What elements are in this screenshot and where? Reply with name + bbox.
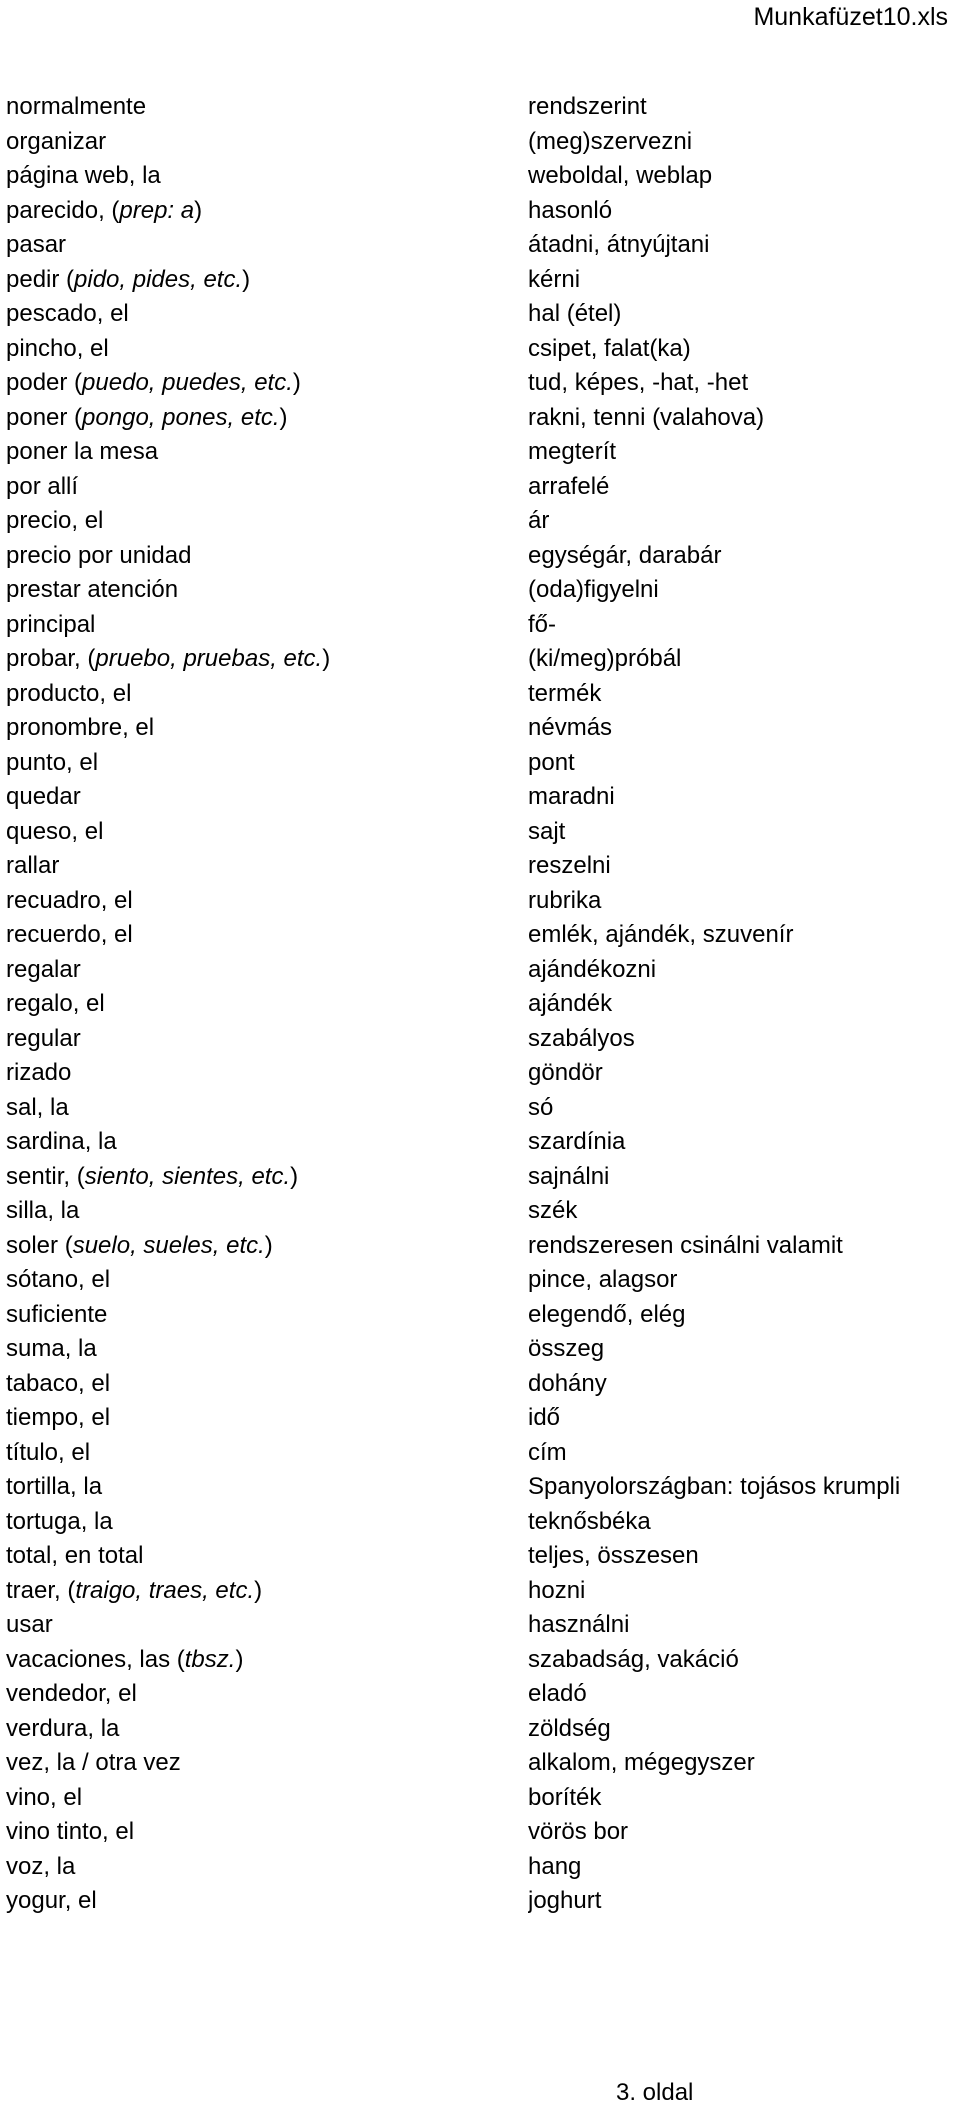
vocab-row [6,1815,956,1850]
hungarian-translation: kérni [528,265,581,293]
spanish-word: tabaco, el [6,1369,111,1397]
hungarian-translation: szék [528,1197,578,1225]
vocab-row [6,1298,956,1333]
spanish-term [6,680,528,708]
spanish-term [6,921,528,949]
closing-paren: ) [254,1576,263,1604]
hungarian-translation: névmás [528,714,613,742]
vocab-row [6,401,956,436]
vocab-row [6,1574,956,1609]
vocab-row [6,953,956,988]
hungarian-translation: (ki/meg)próbál [528,645,682,673]
spanish-word: punto, el [6,748,99,776]
spanish-term [6,335,528,363]
vocab-row [6,159,956,194]
spanish-word: pasar [6,231,67,259]
vocab-row [6,1056,956,1091]
hungarian-translation: összeg [528,1335,605,1363]
hungarian-translation: eladó [528,1680,587,1708]
hungarian-translation: ajándékozni [528,955,657,983]
vocab-row [6,435,956,470]
spanish-word: organizar [6,127,107,155]
hungarian-translation: pince, alagsor [528,1266,678,1294]
file-name-header: Munkafüzet10.xls [753,3,948,31]
closing-paren: ) [235,1645,244,1673]
hungarian-translation: rendszeresen csinálni valamit [528,1231,843,1259]
vocab-row [6,1781,956,1816]
spanish-term [6,438,528,466]
grammar-note: pongo, pones, etc. [82,403,280,431]
vocab-row [6,1022,956,1057]
hungarian-translation: dohány [528,1369,607,1397]
spanish-word: sal, la [6,1093,69,1121]
hungarian-translation: egységár, darabár [528,541,722,569]
spanish-word: tortuga, la [6,1507,113,1535]
spanish-term [6,1508,528,1536]
hungarian-translation: pont [528,748,575,776]
spanish-word: suficiente [6,1300,108,1328]
vocab-row [6,539,956,574]
spanish-term [6,1887,528,1915]
vocab-row [6,366,956,401]
vocab-row [6,746,956,781]
spanish-word: regalo, el [6,990,105,1018]
hungarian-translation: boríték [528,1783,602,1811]
spanish-term [6,887,528,915]
vocab-row [6,263,956,298]
vocab-row [6,1229,956,1264]
spanish-term [6,818,528,846]
vocab-row [6,1884,956,1919]
hungarian-translation: emlék, ajándék, szuvenír [528,921,794,949]
grammar-note: traigo, traes, etc. [75,1576,255,1604]
spanish-term [6,852,528,880]
vocab-row [6,1091,956,1126]
spanish-term [6,990,528,1018]
spanish-term [6,576,528,604]
spanish-term [6,1128,528,1156]
vocab-row [6,1712,956,1747]
spanish-term [6,783,528,811]
spanish-term [6,1577,528,1605]
vocab-row [6,918,956,953]
vocab-row [6,1263,956,1298]
vocab-row [6,1470,956,1505]
spanish-term [6,1749,528,1777]
spanish-term [6,1301,528,1329]
spanish-term [6,1370,528,1398]
vocab-row [6,815,956,850]
hungarian-translation: sajnálni [528,1162,610,1190]
spanish-term [6,197,528,225]
hungarian-translation: só [528,1093,554,1121]
spanish-word: pedir ( [6,265,75,293]
hungarian-translation: elegendő, elég [528,1300,686,1328]
spanish-word: título, el [6,1438,91,1466]
hungarian-translation: teknősbéka [528,1507,651,1535]
vocab-row [6,711,956,746]
closing-paren: ) [194,196,203,224]
grammar-note: prep: a [119,196,195,224]
spanish-word: sardina, la [6,1128,117,1156]
hungarian-translation: joghurt [528,1887,602,1915]
vocab-row [6,1367,956,1402]
spanish-term [6,369,528,397]
vocab-row [6,1160,956,1195]
hungarian-translation: rendszerint [528,93,647,121]
hungarian-translation: szardínia [528,1128,626,1156]
spanish-word: rizado [6,1059,72,1087]
spanish-term [6,1335,528,1363]
spanish-word: vino, el [6,1783,83,1811]
hungarian-translation: (oda)figyelni [528,576,659,604]
spanish-term [6,645,528,673]
hungarian-translation: csipet, falat(ka) [528,334,691,362]
spanish-word: voz, la [6,1852,76,1880]
vocab-row [6,194,956,229]
hungarian-translation: idő [528,1404,561,1432]
spanish-word: poder ( [6,369,83,397]
spanish-term [6,1404,528,1432]
spanish-term [6,507,528,535]
spanish-word: regular [6,1024,81,1052]
spanish-term [6,1715,528,1743]
vocab-row [6,1539,956,1574]
spanish-term [6,1473,528,1501]
spanish-word: pronombre, el [6,714,155,742]
vocab-row [6,780,956,815]
closing-paren: ) [279,403,288,431]
spanish-word: vendedor, el [6,1680,137,1708]
spanish-word: total, en total [6,1542,144,1570]
spanish-term [6,1266,528,1294]
vocab-row [6,1125,956,1160]
spanish-term [6,231,528,259]
spanish-term [6,404,528,432]
vocab-row [6,1643,956,1678]
grammar-note: puedo, puedes, etc. [82,369,293,397]
spanish-word: soler ( [6,1231,73,1259]
spanish-word: producto, el [6,679,132,707]
vocab-row [6,884,956,919]
spanish-word: tiempo, el [6,1404,111,1432]
spanish-word: vino tinto, el [6,1818,135,1846]
spanish-word: prestar atención [6,576,179,604]
vocab-row [6,1436,956,1471]
vocab-row [6,1608,956,1643]
hungarian-translation: használni [528,1611,630,1639]
hungarian-translation: szabályos [528,1024,635,1052]
vocab-row [6,470,956,505]
hungarian-translation: alkalom, mégegyszer [528,1749,755,1777]
hungarian-translation: rubrika [528,886,602,914]
hungarian-translation: göndör [528,1059,603,1087]
hungarian-translation: fő- [528,610,557,638]
spanish-word: suma, la [6,1335,97,1363]
hungarian-translation: sajt [528,817,566,845]
spanish-term [6,1163,528,1191]
spanish-word: vacaciones, las ( [6,1645,185,1673]
spanish-term [6,93,528,121]
spanish-word: normalmente [6,93,147,121]
spanish-word: queso, el [6,817,104,845]
vocab-row [6,573,956,608]
vocab-row [6,125,956,160]
vocab-row [6,1746,956,1781]
vocab-row [6,677,956,712]
vocab-row [6,608,956,643]
spanish-term [6,1025,528,1053]
vocab-row [6,1401,956,1436]
spanish-word: por allí [6,472,79,500]
hungarian-translation: tud, képes, -hat, -het [528,369,749,397]
spanish-word: silla, la [6,1197,80,1225]
spanish-term [6,749,528,777]
vocab-row [6,1677,956,1712]
hungarian-translation: hang [528,1852,582,1880]
spanish-term [6,1680,528,1708]
spanish-word: poner la mesa [6,438,159,466]
spanish-term [6,1853,528,1881]
hungarian-translation: vörös bor [528,1818,629,1846]
hungarian-translation: hasonló [528,196,613,224]
spanish-term [6,611,528,639]
spanish-term [6,128,528,156]
hungarian-translation: zöldség [528,1714,611,1742]
spanish-word: rallar [6,852,60,880]
vocab-row [6,987,956,1022]
vocab-row [6,642,956,677]
hungarian-translation: rakni, tenni (valahova) [528,403,765,431]
grammar-note: suelo, sueles, etc. [72,1231,265,1259]
grammar-note: tbsz. [184,1645,236,1673]
spanish-term [6,1611,528,1639]
hungarian-translation: ár [528,507,550,535]
vocab-row [6,228,956,263]
spanish-term [6,1818,528,1846]
closing-paren: ) [264,1231,273,1259]
spanish-term [6,162,528,190]
vocab-row [6,297,956,332]
spanish-term [6,473,528,501]
spanish-term [6,1646,528,1674]
closing-paren: ) [292,369,301,397]
spanish-word: recuadro, el [6,886,133,914]
spanish-term [6,1784,528,1812]
vocabulary-list [6,90,956,1919]
spanish-term [6,1094,528,1122]
spanish-word: poner ( [6,403,83,431]
vocab-row [6,1850,956,1885]
spanish-term [6,1197,528,1225]
spanish-word: principal [6,610,96,638]
vocab-row [6,332,956,367]
hungarian-translation: átadni, átnyújtani [528,231,710,259]
spanish-term [6,266,528,294]
spanish-term [6,300,528,328]
spanish-word: yogur, el [6,1887,97,1915]
spanish-term [6,1439,528,1467]
closing-paren: ) [290,1162,299,1190]
spanish-word: vez, la / otra vez [6,1749,181,1777]
hungarian-translation: hal (étel) [528,300,622,328]
spanish-term [6,1542,528,1570]
spanish-word: precio, el [6,507,104,535]
spanish-word: pescado, el [6,300,129,328]
hungarian-translation: hozni [528,1576,586,1604]
hungarian-translation: cím [528,1438,567,1466]
spanish-word: quedar [6,783,81,811]
hungarian-translation: ajándék [528,990,613,1018]
page-number-footer: 3. oldal [616,2079,694,2106]
spanish-word: sentir, ( [6,1162,85,1190]
spanish-term [6,956,528,984]
spanish-word: probar, ( [6,645,96,673]
hungarian-translation: szabadság, vakáció [528,1645,739,1673]
spanish-term [6,714,528,742]
spanish-term [6,1232,528,1260]
spanish-word: traer, ( [6,1576,76,1604]
spanish-term [6,1059,528,1087]
spanish-word: pincho, el [6,334,109,362]
hungarian-translation: teljes, összesen [528,1542,699,1570]
grammar-note: pido, pides, etc. [74,265,243,293]
spanish-word: página web, la [6,162,161,190]
closing-paren: ) [322,645,331,673]
hungarian-translation: megterít [528,438,617,466]
vocab-row [6,1505,956,1540]
spanish-word: tortilla, la [6,1473,103,1501]
spanish-word: usar [6,1611,53,1639]
hungarian-translation: maradni [528,783,615,811]
closing-paren: ) [242,265,251,293]
vocab-row [6,849,956,884]
spanish-word: recuerdo, el [6,921,133,949]
grammar-note: pruebo, pruebas, etc. [95,645,323,673]
hungarian-translation: termék [528,679,602,707]
spanish-word: regalar [6,955,81,983]
vocab-row [6,90,956,125]
vocab-row [6,1332,956,1367]
vocab-row [6,1194,956,1229]
spanish-word: precio por unidad [6,541,192,569]
hungarian-translation: weboldal, weblap [528,162,713,190]
hungarian-translation: (meg)szervezni [528,127,693,155]
hungarian-translation: Spanyolországban: tojásos krumpli [528,1473,901,1501]
spanish-word: verdura, la [6,1714,120,1742]
spanish-word: sótano, el [6,1266,111,1294]
spanish-word: parecido, ( [6,196,120,224]
grammar-note: siento, sientes, etc. [84,1162,291,1190]
vocab-row [6,504,956,539]
spanish-term [6,542,528,570]
hungarian-translation: reszelni [528,852,611,880]
hungarian-translation: arrafelé [528,472,610,500]
